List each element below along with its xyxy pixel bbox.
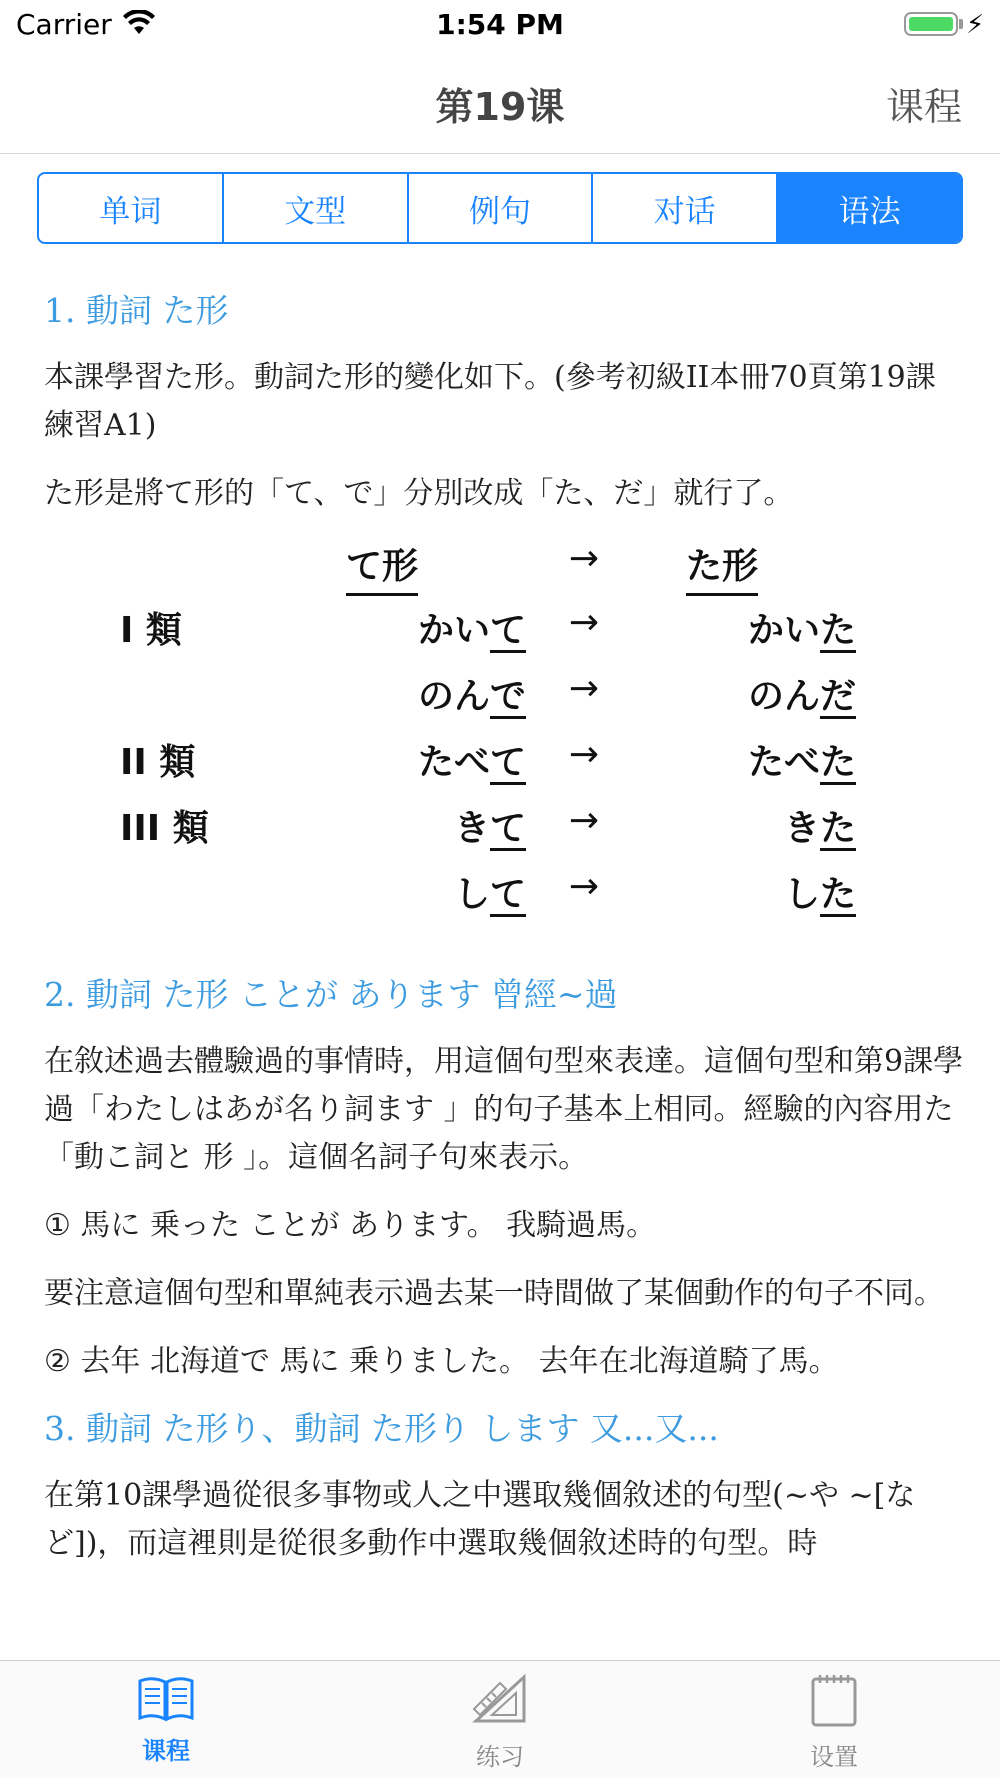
notepad-icon — [808, 1673, 860, 1729]
paragraph: 在第10課學過從很多事物或人之中選取幾個敘述的句型(~や ~[など])，而這裡則是從很多動作中選取幾個敘述時的句型。時 — [44, 1478, 916, 1561]
clock: 1:54 PM — [436, 8, 564, 41]
tab-bar — [0, 1660, 1000, 1778]
arrow: → — [568, 734, 600, 775]
charging-bolt-icon: ⚡ — [966, 10, 985, 40]
ta-ending: た — [819, 742, 856, 783]
table-header-row — [44, 538, 964, 594]
segmented-control — [37, 172, 963, 244]
segment-sentence-patterns[interactable]: 文型 — [224, 174, 409, 242]
arrow: → — [568, 668, 600, 709]
table-row — [44, 668, 964, 724]
battery-icon — [904, 12, 958, 36]
arrow: → — [568, 800, 600, 841]
arrow: → — [568, 602, 600, 643]
section-heading-3: 3. 動詞 た形り、動詞 た形り します 又...又... — [44, 1409, 719, 1448]
grammar-content[interactable] — [0, 252, 1000, 1660]
segment-dialogue[interactable]: 对话 — [593, 174, 778, 242]
header-te-form: て形 — [346, 538, 418, 596]
tab-settings[interactable] — [764, 1673, 904, 1772]
table-row — [44, 800, 964, 856]
example-sentence: ② 去年 北海道で 馬に 乗りました。 去年在北海道騎了馬。 — [44, 1344, 839, 1379]
verb-class: III 類 — [120, 808, 209, 849]
segment-examples[interactable]: 例句 — [409, 174, 594, 242]
header-ta-form: た形 — [686, 538, 758, 596]
course-button[interactable]: 课程 — [885, 85, 962, 129]
tab-label: 课程 — [142, 1737, 190, 1765]
book-icon — [136, 1673, 196, 1723]
ta-ending: だ — [819, 676, 856, 717]
battery-tip — [959, 19, 963, 29]
paragraph: た形是將て形的「て、で」分別改成「た、だ」就行了。 — [44, 476, 794, 511]
te-stem: し — [453, 874, 490, 915]
section-heading-2: 2. 動詞 た形 ことが あります 曾經~過 — [44, 975, 618, 1014]
te-stem: かい — [417, 610, 490, 651]
te-stem: のん — [417, 676, 490, 717]
ta-stem: し — [783, 874, 820, 915]
ta-ending: た — [819, 874, 856, 915]
table-row — [44, 602, 964, 658]
status-bar — [0, 0, 1000, 50]
te-stem: き — [453, 808, 490, 849]
page-title: 第19课 — [435, 85, 565, 129]
te-ending: て — [489, 742, 526, 783]
paragraph: 在敘述過去體驗過的事情時，用這個句型來表達。這個句型和第9課學過「わたしはあが名り詞ます 」的句子基本上相同。經驗的內容用た「動こ詞と 形 」。這個名詞子句來表示。 — [44, 1044, 964, 1175]
verb-class: II 類 — [120, 742, 196, 783]
ta-stem: き — [783, 808, 820, 849]
table-row — [44, 734, 964, 790]
tab-label: 练习 — [476, 1743, 524, 1771]
ta-stem: かい — [747, 610, 820, 651]
ta-ending: た — [819, 610, 856, 651]
tab-label: 设置 — [810, 1743, 858, 1771]
ruler-triangle-icon — [470, 1673, 530, 1729]
segment-grammar[interactable]: 语法 — [778, 174, 961, 242]
segment-vocabulary[interactable]: 单词 — [39, 174, 224, 242]
carrier-label: Carrier — [16, 8, 112, 41]
ta-ending: た — [819, 808, 856, 849]
te-ending: て — [489, 874, 526, 915]
paragraph: 要注意這個句型和單純表示過去某一時間做了某個動作的句子不同。 — [44, 1276, 944, 1311]
conjugation-table — [44, 538, 964, 938]
section-heading-1: 1. 動詞 た形 — [44, 291, 229, 330]
example-sentence: ① 馬に 乗った ことが あります。 我騎過馬。 — [44, 1208, 657, 1243]
table-row — [44, 866, 964, 922]
navigation-bar — [0, 50, 1000, 154]
verb-class: I 類 — [120, 610, 182, 651]
ta-stem: たべ — [747, 742, 820, 783]
te-ending: で — [489, 676, 526, 717]
te-ending: て — [489, 610, 526, 651]
tab-course[interactable] — [96, 1673, 236, 1766]
ta-stem: のん — [747, 676, 820, 717]
arrow: → — [568, 538, 600, 579]
te-stem: たべ — [417, 742, 490, 783]
te-ending: て — [489, 808, 526, 849]
arrow: → — [568, 866, 600, 907]
paragraph: 本課學習た形。動詞た形的變化如下。(參考初級II本冊70頁第19課練習A1) — [44, 360, 936, 443]
tab-practice[interactable] — [430, 1673, 570, 1772]
